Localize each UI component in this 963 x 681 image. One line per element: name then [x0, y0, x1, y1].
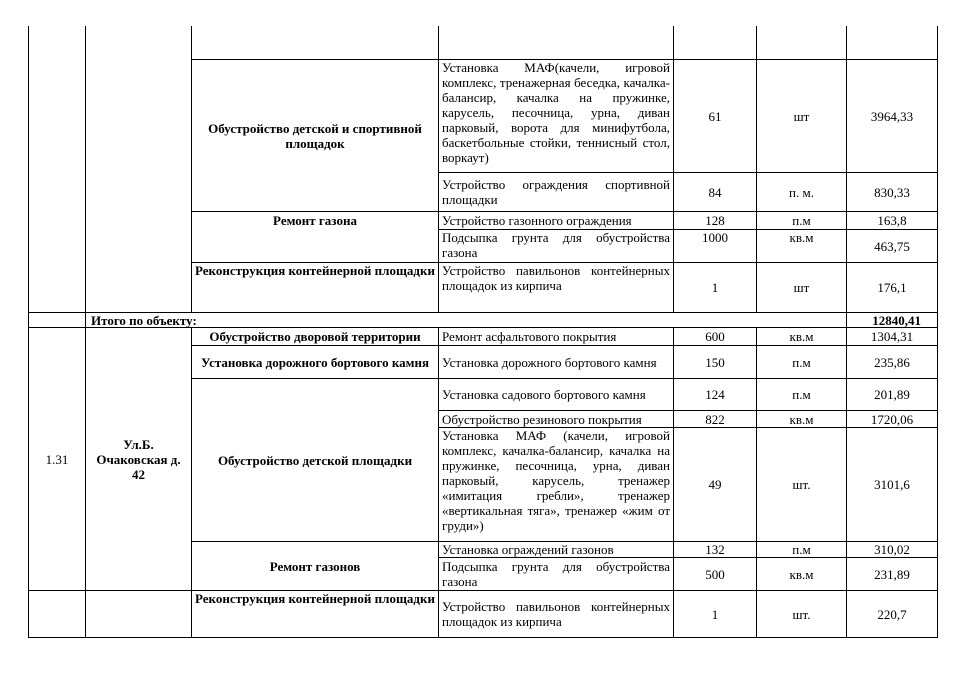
work-type-title: Реконструкция контейнерной площадки	[191, 590, 438, 638]
qty-cell	[673, 26, 756, 59]
cost-value: 463,75	[846, 229, 938, 262]
unit-value: шт.	[756, 590, 846, 638]
work-description: Подсыпка грунта для обустройства газона	[438, 229, 673, 262]
work-type-title: Обустройство дворовой территории	[191, 327, 438, 345]
unit-value: п.м	[756, 378, 846, 410]
cost-value: 176,1	[846, 262, 938, 312]
cost-value: 3964,33	[846, 59, 938, 172]
unit-value: шт	[756, 59, 846, 172]
work-type-title: Реконструкция контейнерной площадки	[191, 262, 438, 312]
cost-value: 3101,6	[846, 427, 938, 541]
cost-value: 163,8	[846, 211, 938, 229]
work-type-title: Ремонт газонов	[191, 541, 438, 590]
work-description: Установка ограждений газонов	[438, 541, 673, 557]
unit-value: п.м	[756, 211, 846, 229]
quantity-value: 132	[673, 541, 756, 557]
total-value: 12840,41	[846, 312, 938, 327]
work-type-title: Обустройство детской площадки	[191, 378, 438, 541]
unit-value: шт.	[756, 427, 846, 541]
work-description: Обустройство резинового покрытия	[438, 410, 673, 427]
row-number-cell	[28, 590, 85, 638]
row-number-cell	[28, 26, 85, 312]
quantity-value: 128	[673, 211, 756, 229]
unit-value: кв.м	[756, 327, 846, 345]
quantity-value: 1	[673, 262, 756, 312]
unit-value: кв.м	[756, 229, 846, 262]
work-description: Установка дорожного бортового камня	[438, 345, 673, 378]
cost-value: 830,33	[846, 172, 938, 211]
cost-value: 220,7	[846, 590, 938, 638]
cost-value: 231,89	[846, 557, 938, 590]
work-type-title: Обустройство детской и спортивной площадок	[191, 59, 438, 211]
work-description: Установка МАФ(качели, игровой комплекс, тренажерная беседка, качалка-балансир, качалка на пружинке, карусель, песочница, урна, диван парковый, ворота для минифутбола, баскетбольные стойки, теннисный стол, воркаут)	[438, 59, 673, 172]
quantity-value: 1	[673, 590, 756, 638]
unit-value: п.м	[756, 541, 846, 557]
unit-value: п. м.	[756, 172, 846, 211]
work-description: Подсыпка грунта для обустройства газона	[438, 557, 673, 590]
quantity-value: 822	[673, 410, 756, 427]
work-description: Устройство ограждения спортивной площадки	[438, 172, 673, 211]
quantity-value: 84	[673, 172, 756, 211]
address-cell	[85, 26, 191, 312]
work-description: Ремонт асфальтового покрытия	[438, 327, 673, 345]
total-label: Итого по объекту:	[85, 312, 846, 327]
unit-value: п.м	[756, 345, 846, 378]
cost-value: 1304,31	[846, 327, 938, 345]
quantity-value: 124	[673, 378, 756, 410]
work-type-cell	[191, 26, 438, 59]
work-desc-cell	[438, 26, 673, 59]
address-cell	[85, 590, 191, 638]
quantity-value: 500	[673, 557, 756, 590]
cost-value: 235,86	[846, 345, 938, 378]
unit-value: кв.м	[756, 557, 846, 590]
object-address: Ул.Б. Очаковская д. 42	[85, 327, 191, 590]
quantity-value: 1000	[673, 229, 756, 262]
work-description: Устройство газонного ограждения	[438, 211, 673, 229]
work-type-title: Установка дорожного бортового камня	[191, 345, 438, 378]
total-number-cell	[28, 312, 85, 327]
cost-value: 201,89	[846, 378, 938, 410]
work-type-title: Ремонт газона	[191, 211, 438, 262]
row-number: 1.31	[28, 327, 85, 590]
cost-value: 1720,06	[846, 410, 938, 427]
quantity-value: 61	[673, 59, 756, 172]
unit-value: кв.м	[756, 410, 846, 427]
unit-cell	[756, 26, 846, 59]
quantity-value: 150	[673, 345, 756, 378]
unit-value: шт	[756, 262, 846, 312]
cost-cell	[846, 26, 938, 59]
quantity-value: 49	[673, 427, 756, 541]
quantity-value: 600	[673, 327, 756, 345]
work-description: Устройство павильонов контейнерных площадок из кирпича	[438, 590, 673, 638]
work-description: Установка садового бортового камня	[438, 378, 673, 410]
cost-value: 310,02	[846, 541, 938, 557]
work-description: Устройство павильонов контейнерных площадок из кирпича	[438, 262, 673, 312]
work-description: Установка МАФ (качели, игровой комплекс, качалка-балансир, качалка на пружинке, песочница, урна, диван парковый, карусель, тренажер «имитация гребли», тренажер «вертикальная тяга», тренажер «жим от груди»)	[438, 427, 673, 541]
